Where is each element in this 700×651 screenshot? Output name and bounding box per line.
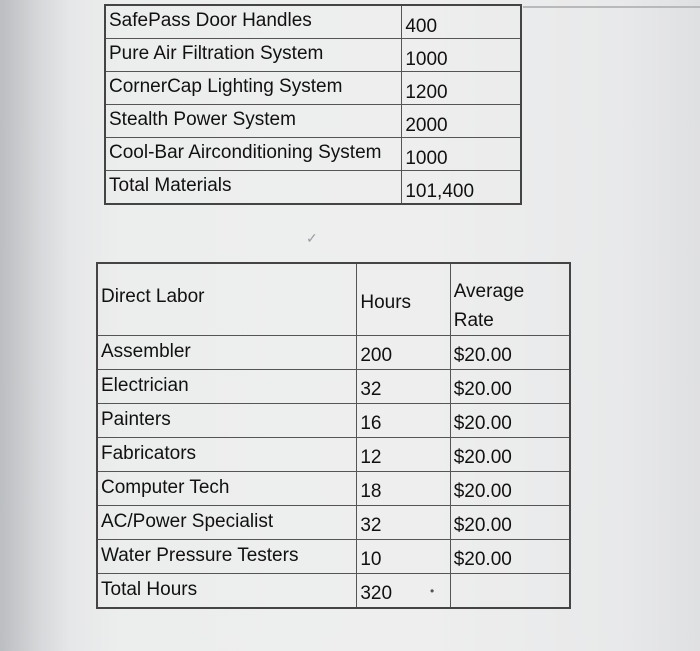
table-row (105, 138, 521, 171)
material-item: SafePass Door Handles (105, 5, 402, 39)
material-item: Pure Air Filtration System (105, 39, 402, 72)
labor-hours: 18 (357, 472, 450, 506)
header-rate-line2: Rate (453, 310, 494, 331)
labor-hours: 12 (357, 438, 450, 472)
material-item: Stealth Power System (105, 105, 402, 138)
labor-role: AC/Power Specialist (97, 506, 357, 540)
page-edge-line (523, 6, 700, 8)
table-row (97, 506, 570, 540)
table-row (105, 105, 521, 138)
material-item: CornerCap Lighting System (105, 72, 402, 105)
direct-labor-table (96, 262, 571, 609)
labor-hours: 200 (357, 336, 450, 370)
material-amount: 400 (402, 5, 521, 39)
labor-role: Assembler (97, 336, 357, 370)
labor-role: Fabricators (97, 438, 357, 472)
table-row (97, 336, 570, 370)
labor-total-rate (450, 574, 570, 608)
labor-total-label: Total Hours (97, 574, 357, 608)
material-total-value: 101,400 (402, 171, 521, 205)
labor-role: Painters (97, 404, 357, 438)
header-hours: Hours (357, 263, 450, 336)
material-amount: 1200 (402, 72, 521, 105)
labor-hours: 32 (357, 506, 450, 540)
labor-hours: 32 (357, 370, 450, 404)
table-row (97, 540, 570, 574)
page-shadow (0, 0, 70, 651)
header-direct-labor: Direct Labor (97, 263, 357, 336)
table-row (105, 5, 521, 39)
table-row (97, 438, 570, 472)
labor-role: Electrician (97, 370, 357, 404)
labor-rate: $20.00 (450, 336, 570, 370)
material-total-label: Total Materials (105, 171, 402, 205)
stray-dot: • (430, 584, 435, 598)
material-amount: 1000 (402, 39, 521, 72)
table-row (97, 404, 570, 438)
labor-rate: $20.00 (450, 472, 570, 506)
table-header-row (97, 263, 570, 336)
labor-rate: $20.00 (450, 540, 570, 574)
labor-rate: $20.00 (450, 438, 570, 472)
labor-total-hours: 320 (357, 574, 450, 608)
labor-role: Computer Tech (97, 472, 357, 506)
labor-role: Water Pressure Testers (97, 540, 357, 574)
labor-rate: $20.00 (450, 404, 570, 438)
labor-rate: $20.00 (450, 370, 570, 404)
material-amount: 2000 (402, 105, 521, 138)
material-item: Cool-Bar Airconditioning System (105, 138, 402, 171)
table-row (97, 370, 570, 404)
table-row-total (105, 171, 521, 205)
table-row (105, 39, 521, 72)
materials-table (104, 4, 522, 205)
table-row (97, 472, 570, 506)
labor-hours: 10 (357, 540, 450, 574)
labor-rate: $20.00 (450, 506, 570, 540)
stray-mark: ✓ (306, 230, 318, 246)
table-row-total (97, 574, 570, 608)
labor-hours: 16 (357, 404, 450, 438)
header-average-rate (450, 263, 570, 336)
table-row (105, 72, 521, 105)
header-rate-line1: Average (453, 281, 525, 302)
material-amount: 1000 (402, 138, 521, 171)
